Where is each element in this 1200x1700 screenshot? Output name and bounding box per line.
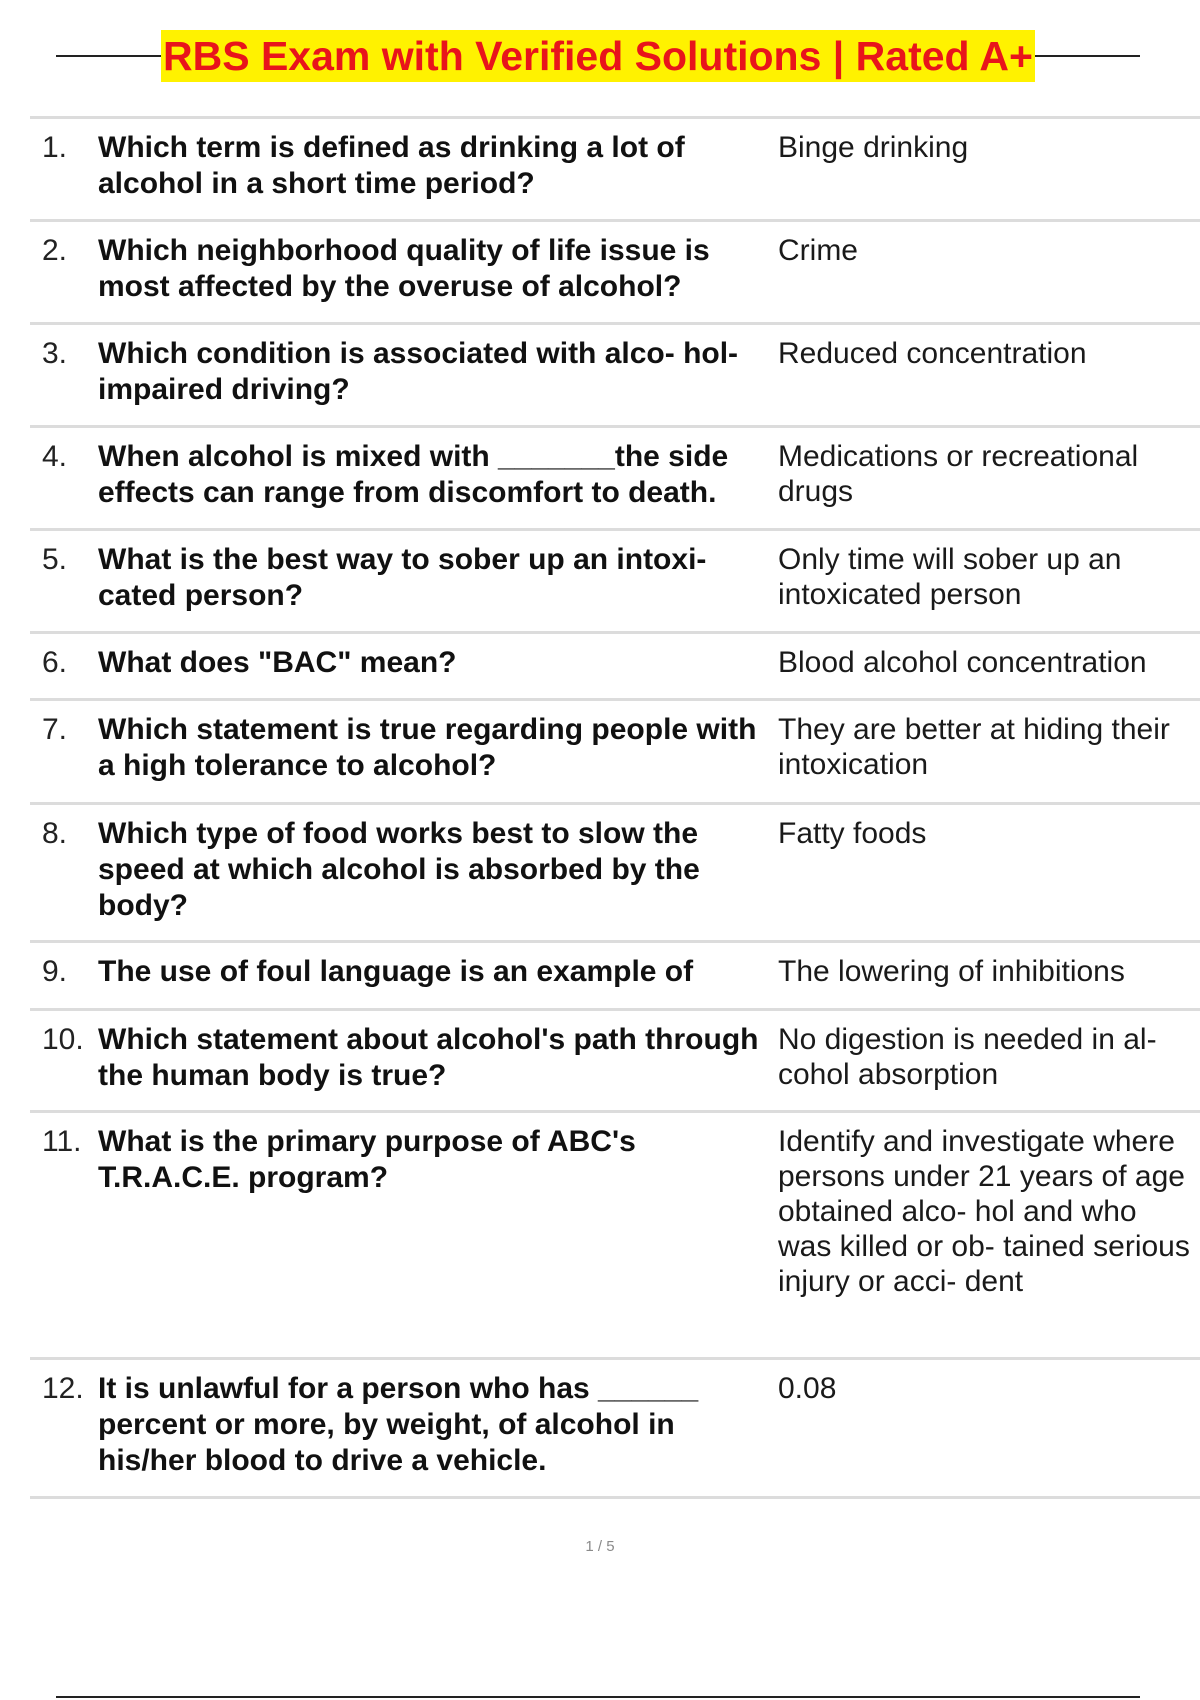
- answer-text: Reduced concentration: [778, 337, 1087, 370]
- question-text: Which neighborhood quality of life issue is most affected by the overuse of alcohol?: [98, 234, 710, 303]
- answer-text: Crime: [778, 234, 858, 267]
- answer-text: Blood alcohol concentration: [778, 646, 1147, 679]
- question-number: 7.: [42, 713, 68, 746]
- answer-text: Only time will sober up an intoxicated person: [778, 543, 1122, 611]
- question-number: 12.: [42, 1372, 84, 1405]
- question-number: 4.: [42, 440, 68, 473]
- qa-table: [30, 116, 1200, 1499]
- question-text: It is unlawful for a person who has ______ percent or more, by weight, of alcohol in his/her blood to drive a vehicle.: [98, 1372, 699, 1477]
- qa-row: [30, 531, 1200, 634]
- title-rule-right: [1035, 55, 1140, 57]
- qa-row: [30, 325, 1200, 428]
- title-rule-left: [56, 55, 161, 57]
- question-number: 11.: [42, 1125, 82, 1158]
- answer-text: They are better at hiding their intoxication: [778, 713, 1170, 781]
- question-number: 6.: [42, 646, 68, 679]
- question-text: When alcohol is mixed with _______the side effects can range from discomfort to death.: [98, 440, 729, 509]
- qa-row: [30, 1011, 1200, 1113]
- question-number: 8.: [42, 817, 68, 850]
- question-number: 9.: [42, 955, 68, 988]
- qa-row: [30, 428, 1200, 531]
- answer-text: Binge drinking: [778, 131, 969, 164]
- question-text: Which statement is true regarding people with a high tolerance to alcohol?: [98, 713, 757, 782]
- question-number: 5.: [42, 543, 68, 576]
- qa-row: [30, 805, 1200, 943]
- qa-row: [30, 943, 1200, 1011]
- question-text: Which type of food works best to slow the speed at which alcohol is absorbed by the body?: [98, 817, 700, 922]
- question-text: What is the best way to sober up an intoxi- cated person?: [98, 543, 707, 612]
- qa-row: [30, 701, 1200, 805]
- answer-text: Fatty foods: [778, 817, 927, 850]
- answer-text: Medications or recreational drugs: [778, 440, 1139, 508]
- answer-text: The lowering of inhibitions: [778, 955, 1125, 988]
- footer-rule: [56, 1696, 1140, 1698]
- title-row: [56, 28, 1140, 84]
- question-text: What does "BAC" mean?: [98, 646, 457, 679]
- document-title: RBS Exam with Verified Solutions | Rated A+: [161, 30, 1035, 82]
- question-number: 3.: [42, 337, 68, 370]
- question-number: 2.: [42, 234, 68, 267]
- question-text: Which term is defined as drinking a lot of alcohol in a short time period?: [98, 131, 685, 200]
- question-text: What is the primary purpose of ABC's T.R.A.C.E. program?: [98, 1125, 636, 1194]
- answer-text: 0.08: [778, 1372, 837, 1405]
- question-text: The use of foul language is an example of: [98, 955, 694, 988]
- qa-row: [30, 634, 1200, 701]
- question-text: Which statement about alcohol's path through the human body is true?: [98, 1023, 759, 1092]
- page-indicator: 1 / 5: [585, 1538, 615, 1555]
- qa-row: [30, 119, 1200, 222]
- answer-text: No digestion is needed in al- cohol absorption: [778, 1023, 1157, 1091]
- qa-row: [30, 222, 1200, 325]
- qa-row: [30, 1360, 1200, 1499]
- question-number: 10.: [42, 1023, 84, 1056]
- qa-row: [30, 1113, 1200, 1360]
- answer-text: Identify and investigate where persons under 21 years of age obtained alco- hol and who was killed or ob- tained serious injury or acci- dent: [778, 1125, 1190, 1298]
- question-number: 1.: [42, 131, 68, 164]
- question-text: Which condition is associated with alco- hol-impaired driving?: [98, 337, 739, 406]
